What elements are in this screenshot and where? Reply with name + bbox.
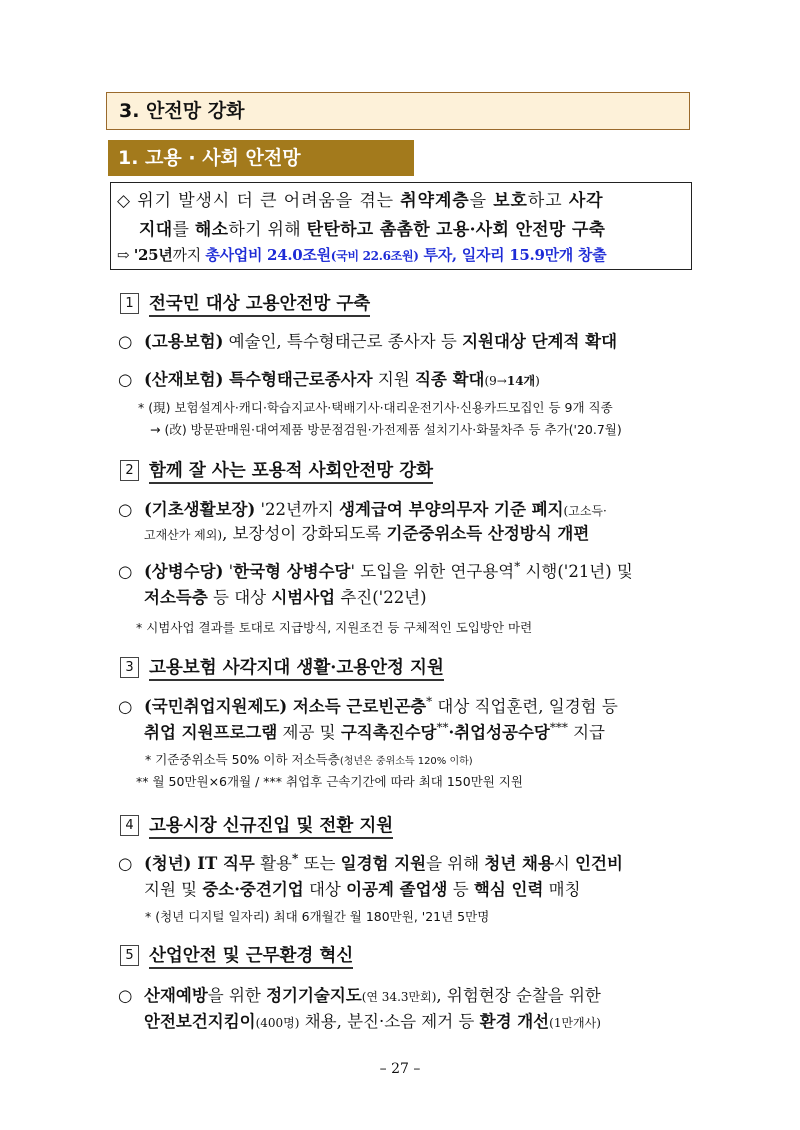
summary-text: 탄탄하고 촘촘한 고용·사회 안전망 구축 xyxy=(306,220,606,240)
summary-text: 해소 xyxy=(194,220,229,240)
text: ** xyxy=(436,720,449,735)
text: (1만개사) xyxy=(549,1016,601,1030)
text: ' xyxy=(223,562,234,581)
text: ) xyxy=(535,374,540,388)
text: 이공계 졸업생 xyxy=(346,880,448,899)
text: * xyxy=(291,851,299,866)
text: 대상 xyxy=(303,880,347,899)
summary-text: 총사업비 24.0조원 xyxy=(205,246,331,264)
text: 정기기술지도 xyxy=(266,986,362,1005)
text: 지급 xyxy=(567,723,605,742)
text: *** xyxy=(549,720,568,735)
text: (청년) IT 직무 xyxy=(144,854,255,873)
text: 등 xyxy=(447,880,474,899)
text: (청년은 중위소득 120% 이하) xyxy=(339,756,473,767)
text: (상병수당) xyxy=(144,562,224,581)
summary-text: 하기 위해 xyxy=(228,220,307,240)
summary-text: (국비 22.6조원) xyxy=(330,249,419,263)
text: 시범사업 xyxy=(271,588,336,607)
text: 채용, 분진·소음 제거 등 xyxy=(299,1012,480,1031)
section-number: 3 xyxy=(120,657,139,678)
section-heading-2 xyxy=(120,457,433,483)
bullet-item xyxy=(118,558,633,582)
summary-line-2 xyxy=(139,215,605,240)
section-number: 5 xyxy=(120,945,139,966)
bullet-continuation xyxy=(144,1008,601,1032)
section-heading-4 xyxy=(120,812,393,838)
section-heading-text: 함께 잘 사는 포용적 사회안전망 강화 xyxy=(149,461,433,484)
section-heading-5 xyxy=(120,942,353,968)
summary-text: 투자, 일자리 15.9만개 창출 xyxy=(418,246,607,264)
text: 등 대상 xyxy=(207,588,272,607)
arrow-icon: ⇨ xyxy=(117,246,134,264)
bullet-item xyxy=(118,982,601,1006)
text: 저소득층 xyxy=(144,588,208,607)
text: 시 xyxy=(553,854,576,873)
footnote: * 시범사업 결과를 토대로 지급방식, 지원조건 등 구체적인 도입방안 마련 xyxy=(136,620,533,635)
section-number: 4 xyxy=(120,815,139,836)
text: 구직촉진수당 xyxy=(340,723,437,742)
summary-text: 사각 xyxy=(568,191,604,211)
bullet-icon: ○ xyxy=(118,332,133,351)
text: 환경 개선 xyxy=(479,1012,550,1031)
text: (9→ xyxy=(484,374,507,388)
subsection-title: 1. 고용 · 사회 안전망 xyxy=(108,140,414,176)
text: 을 위해 xyxy=(426,854,485,873)
text: ' 도입을 위한 연구용역 xyxy=(350,562,515,581)
section-heading-text: 전국민 대상 고용안전망 구축 xyxy=(149,294,370,317)
summary-text: 보호 xyxy=(493,191,528,211)
footnote xyxy=(145,750,473,768)
text: 지원 및 xyxy=(144,880,203,899)
summary-text: 를 xyxy=(172,220,195,240)
bullet-icon: ○ xyxy=(118,500,133,519)
text: 대상 직업훈련, 일경험 등 xyxy=(432,697,618,716)
text: 취업 지원프로그램 xyxy=(144,723,278,742)
section-heading-text: 고용보험 사각지대 생활·고용안정 지원 xyxy=(149,658,444,681)
section-heading-3 xyxy=(120,654,444,680)
bullet-icon: ○ xyxy=(118,854,133,873)
text: 지원 xyxy=(372,370,415,389)
bullet-continuation xyxy=(144,584,427,608)
text: (기초생활보장) xyxy=(144,500,256,519)
text: * 기준중위소득 50% 이하 저소득층 xyxy=(145,752,340,767)
footnote: * (청년 디지털 일자리) 최대 6개월간 월 180만원, '21년 5만명 xyxy=(145,909,490,924)
bullet-icon: ○ xyxy=(118,562,133,581)
section-number: 1 xyxy=(120,293,139,314)
summary-text: ◇ 위기 발생시 더 큰 어려움을 겪는 xyxy=(117,191,401,211)
text: (고용보험) xyxy=(144,332,224,351)
text: 핵심 인력 xyxy=(473,880,544,899)
text: 활용 xyxy=(254,854,292,873)
text: 한국형 상병수당 xyxy=(233,562,351,581)
text: (국민취업지원제도) 저소득 근로빈곤층 xyxy=(144,697,427,716)
text: 제공 및 xyxy=(277,723,341,742)
text: 을 위한 xyxy=(207,986,267,1005)
bullet-continuation xyxy=(144,520,589,544)
summary-text: 을 xyxy=(469,191,494,211)
summary-line-1 xyxy=(117,186,604,211)
bullet-item xyxy=(118,328,617,352)
bullet-continuation xyxy=(144,876,581,900)
footnote: * (現) 보험설계사·캐디·학습지교사·택배기사·대리운전기사·신용카드모집인 등 9개 직종 xyxy=(138,400,613,415)
footnote: ** 월 50만원×6개월 / *** 취업후 근속기간에 따라 최대 150만원 지원 xyxy=(136,774,523,789)
text: 청년 채용 xyxy=(484,854,554,873)
text: 안전보건지킴이 xyxy=(144,1012,256,1031)
text: 지원대상 단계적 확대 xyxy=(462,332,618,351)
bullet-item xyxy=(118,366,540,390)
bullet-item xyxy=(118,496,607,520)
text: (산재보험) 특수형태근로종사자 xyxy=(144,370,373,389)
text: , 위험현장 순찰을 위한 xyxy=(436,986,601,1005)
text: (고소득· xyxy=(563,504,607,518)
text: 일경험 지원 xyxy=(340,854,427,873)
text: 직종 확대 xyxy=(414,370,485,389)
text: (400명) xyxy=(255,1016,300,1030)
text: 매칭 xyxy=(543,880,581,899)
summary-text: 취약계층 xyxy=(400,191,470,211)
bullet-item xyxy=(118,693,618,717)
text: 중소·중견기업 xyxy=(202,880,304,899)
text: (연 34.3만회) xyxy=(361,990,437,1004)
bullet-continuation xyxy=(144,719,605,743)
text: 추진('22년) xyxy=(335,588,427,607)
text: , 보장성이 강화되도록 xyxy=(222,524,387,543)
bullet-icon: ○ xyxy=(118,986,133,1005)
text: '22년까지 xyxy=(255,500,340,519)
footnote: → (改) 방문판매원·대여제품 방문점검원·가전제품 설치기사·화물차주 등 추가('20.7월) xyxy=(150,422,622,437)
summary-text: 지대 xyxy=(139,220,173,240)
text: 기준중위소득 산정방식 개편 xyxy=(386,524,590,543)
text: * xyxy=(426,694,433,709)
summary-box xyxy=(110,182,692,270)
text: 또는 xyxy=(298,854,341,873)
summary-line-3 xyxy=(117,244,606,265)
text: 예술인, 특수형태근로 종사자 등 xyxy=(223,332,463,351)
text: 14개 xyxy=(506,374,536,388)
text: 고재산가 제외) xyxy=(144,528,223,542)
text: 인건비 xyxy=(575,854,623,873)
page-number: – 27 – xyxy=(379,1061,421,1077)
summary-text: 하고 xyxy=(527,191,569,211)
bullet-icon: ○ xyxy=(118,697,133,716)
text: * xyxy=(514,559,521,574)
text: 산재예방 xyxy=(144,986,208,1005)
section-heading-text: 산업안전 및 근무환경 혁신 xyxy=(149,946,353,969)
section-number: 2 xyxy=(120,460,139,481)
text: 시행('21년) 및 xyxy=(520,562,633,581)
section-title: 3. 안전망 강화 xyxy=(106,92,690,130)
summary-text: '25년 xyxy=(133,246,173,264)
text: 생계급여 부양의무자 기준 폐지 xyxy=(339,500,564,519)
summary-text: 까지 xyxy=(172,246,206,264)
text: ·취업성공수당 xyxy=(448,723,550,742)
bullet-icon: ○ xyxy=(118,370,133,389)
bullet-item xyxy=(118,850,623,874)
section-heading-text: 고용시장 신규진입 및 전환 지원 xyxy=(149,816,393,839)
section-heading-1 xyxy=(120,290,370,316)
